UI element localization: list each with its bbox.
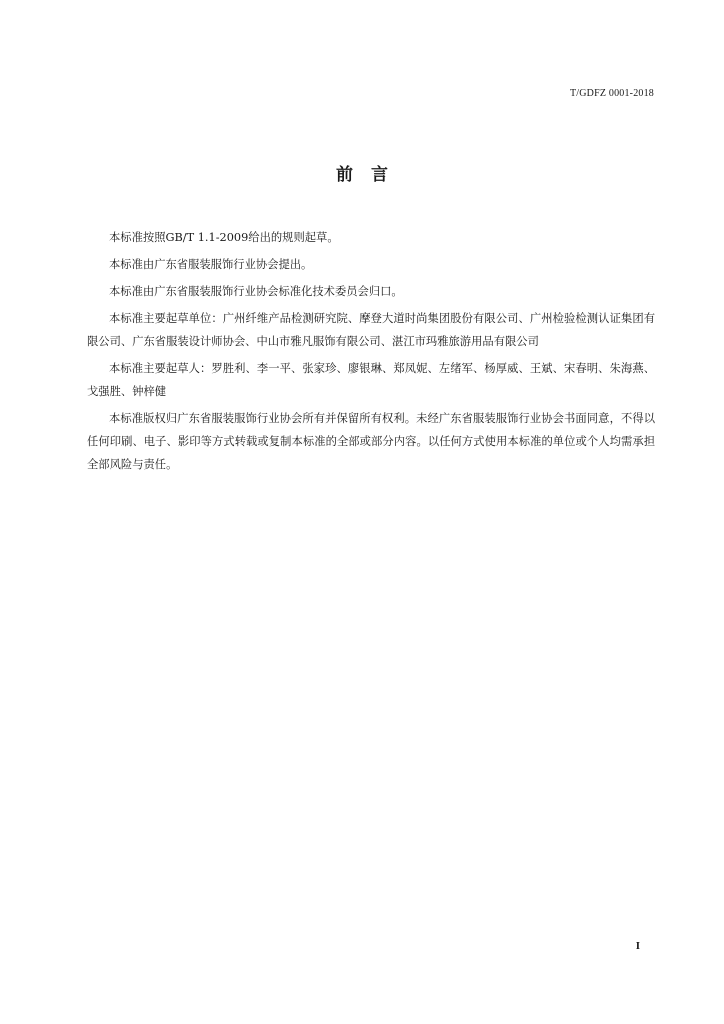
document-code: T/GDFZ 0001-2018 bbox=[569, 88, 654, 99]
paragraph-drafting-units: 本标准主要起草单位：广州纤维产品检测研究院、摩登大道时尚集团股份有限公司、广州检验检测认证集团有限公司、广东省服装设计师协会、中山市雅凡服饰有限公司、湛江市玛雅旅游用品有限公司 bbox=[87, 312, 655, 348]
page-number: I bbox=[635, 940, 640, 952]
paragraph-drafting-rules: 本标准按照GB/T 1.1-2009给出的规则起草。 bbox=[109, 231, 339, 244]
paragraph-copyright: 本标准版权归广东省服装服饰行业协会所有并保留所有权利。未经广东省服装服饰行业协会书面同意，不得以任何印刷、电子、影印等方式转载或复制本标准的全部或部分内容。以任何方式使用本标准的单位或个人均需承担全部风险与责任。 bbox=[87, 412, 655, 471]
paragraph-proposer: 本标准由广东省服装服饰行业协会提出。 bbox=[109, 258, 313, 271]
foreword-body bbox=[87, 226, 655, 480]
page-title: 前言 bbox=[336, 165, 406, 185]
paragraph-committee: 本标准由广东省服装服饰行业协会标准化技术委员会归口。 bbox=[109, 285, 403, 298]
paragraph-drafters: 本标准主要起草人：罗胜利、李一平、张家珍、廖银琳、郑凤妮、左绪军、杨厚威、王斌、宋春明、朱海燕、戈强胜、钟梓健 bbox=[87, 362, 655, 398]
